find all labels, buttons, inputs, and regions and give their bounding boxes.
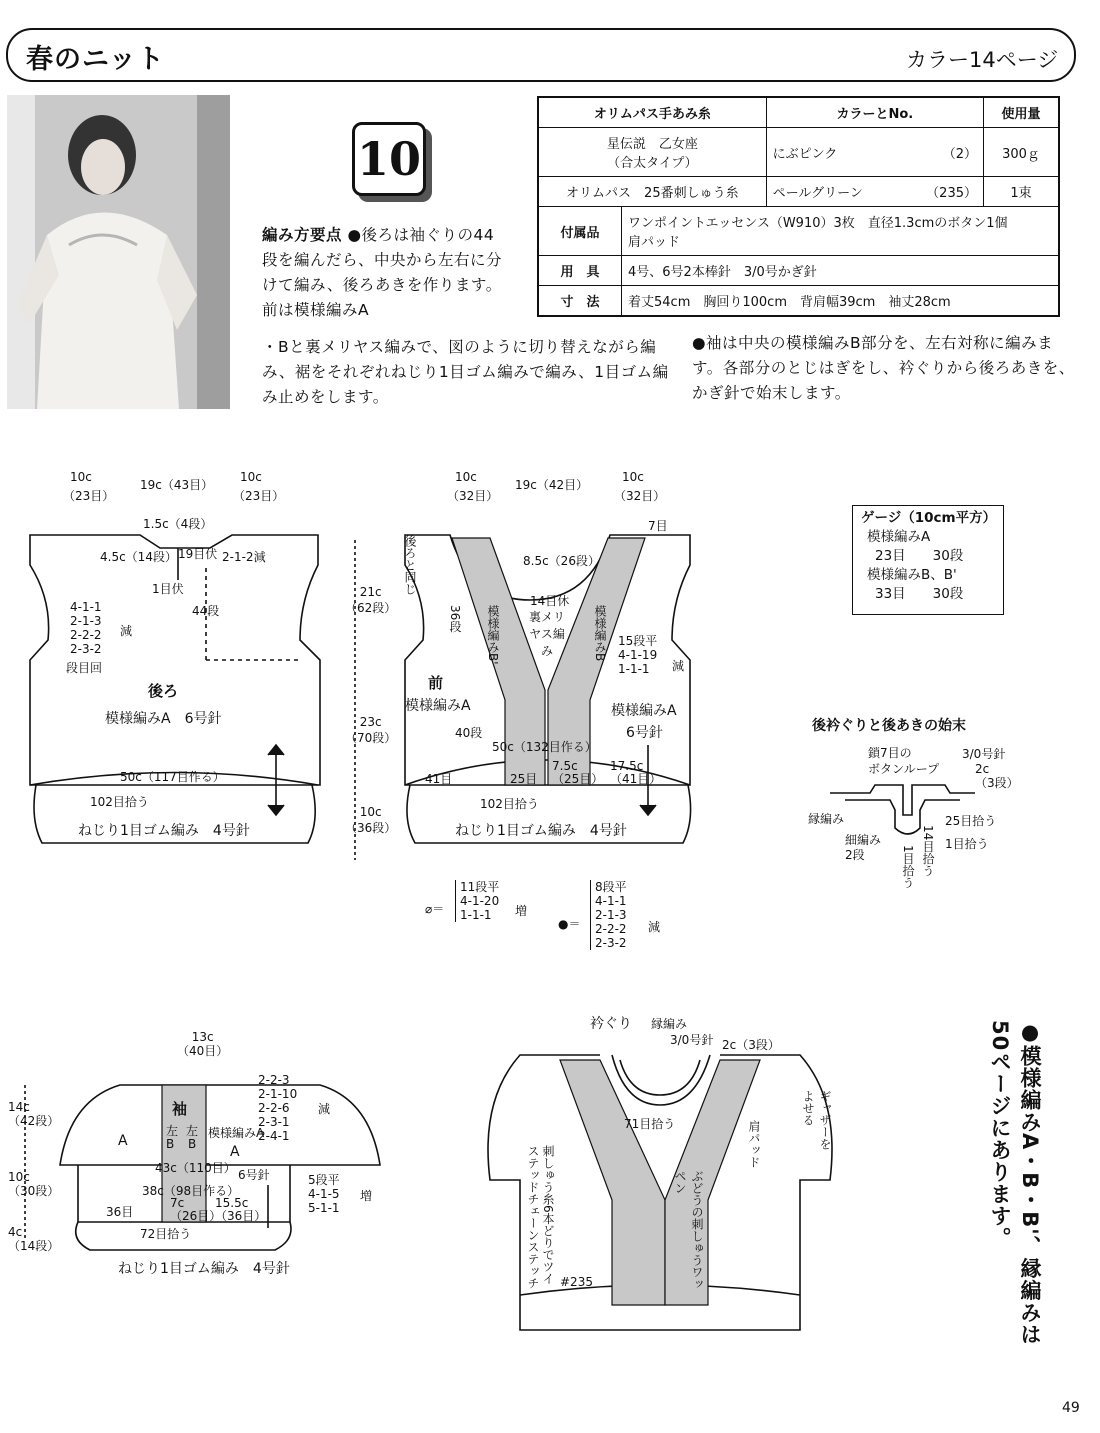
gauge-line: 23目 30段 bbox=[875, 548, 964, 564]
back-pick: 102目拾う bbox=[90, 795, 149, 809]
color-number: （2） bbox=[942, 146, 977, 162]
thin-line: 細編み bbox=[845, 833, 882, 847]
gauge-line: 模様編みA bbox=[867, 529, 931, 545]
finished-c2: 2c（3段） bbox=[722, 1038, 780, 1052]
sleeve-c36: 36目 bbox=[106, 1205, 134, 1219]
dec-step: 2-1-3 bbox=[70, 614, 102, 628]
sleeve-h3 bbox=[8, 1225, 59, 1253]
h-rows: （30段） bbox=[8, 1184, 60, 1198]
back-width: 50c（117目作る） bbox=[120, 770, 225, 784]
dec-step: 2-1-10 bbox=[258, 1087, 298, 1101]
formula-step: 2-2-2 bbox=[595, 922, 627, 936]
instructions-text: ●後ろは袖ぐりの44段を編んだら、中央から左右に分けて編み、後ろあきを作ります。前は模様編みA bbox=[262, 226, 503, 319]
c-value: 7.5c bbox=[552, 759, 578, 773]
h-rows: （42段） bbox=[8, 1114, 60, 1128]
h-value: 23c bbox=[359, 715, 382, 729]
dec-step: 2-3-2 bbox=[70, 642, 102, 656]
instructions-part3: ●袖は中央の模様編みB部分を、左右対称に編みます。各部分のとじはぎをし、衿ぐりから後ろあきを、かぎ針で始末します。 bbox=[692, 334, 1075, 402]
back-rows44: 44段 bbox=[192, 604, 220, 618]
back-top1: 1.5c（4段） bbox=[143, 517, 213, 531]
c-sts: （26目） bbox=[170, 1209, 222, 1223]
dec-step: 4-1-19 bbox=[618, 648, 658, 662]
pattern-number-badge: 10 bbox=[352, 122, 426, 196]
row-label: 寸 法 bbox=[538, 286, 622, 317]
sleeve-left: 左 bbox=[166, 1124, 179, 1138]
formula-b bbox=[590, 880, 627, 950]
sleeve-A1: A bbox=[118, 1133, 128, 1149]
finish-edge: 縁編み bbox=[808, 812, 845, 826]
accessory-line: 肩パッド bbox=[628, 235, 681, 250]
w-sts: （40目） bbox=[177, 1044, 229, 1058]
front-w3-sts: （32目） bbox=[614, 489, 666, 503]
front-patA: 模様編みA bbox=[405, 698, 471, 714]
sleeve-inc bbox=[308, 1173, 340, 1215]
sleeve-c155 bbox=[215, 1197, 266, 1223]
instructions-heading: 編み方要点 bbox=[262, 226, 343, 244]
sleeve-patB: 模様編みA bbox=[208, 1126, 265, 1140]
w-value: 13c bbox=[191, 1030, 214, 1044]
formula-step: 8段平 bbox=[595, 880, 627, 894]
sleeve-name: 袖 bbox=[172, 1100, 188, 1118]
h-rows: （70段） bbox=[345, 731, 397, 745]
front-patA2: 模様編みA bbox=[611, 703, 677, 719]
finish-title: 後衿ぐりと後あきの始末 bbox=[812, 718, 966, 734]
color-name: ペールグリーン bbox=[772, 186, 863, 201]
yarn-type: （合太タイプ） bbox=[607, 156, 698, 171]
front-same: 後ろと同じ bbox=[403, 535, 417, 595]
front-rib: ねじり1目ゴム編み 4号針 bbox=[455, 823, 627, 839]
sleeve-dec-label: 減 bbox=[318, 1102, 331, 1116]
loop-line: 鎖7目の bbox=[868, 746, 912, 760]
front-c41: 41目 bbox=[425, 772, 453, 786]
page-number: 49 bbox=[1062, 1400, 1080, 1416]
back-top5: 1目伏 bbox=[152, 582, 184, 596]
finish-p1b: 1目拾う bbox=[901, 845, 915, 889]
h-value: 10c bbox=[359, 805, 382, 819]
back-w1: 10c bbox=[70, 470, 92, 484]
back-w2: 19c（43目） bbox=[140, 478, 214, 492]
h-value: 14c bbox=[8, 1100, 30, 1114]
dec-step: 4-1-1 bbox=[70, 600, 102, 614]
back-w1-sts: （23目） bbox=[63, 489, 115, 503]
h-value: 4c bbox=[8, 1225, 23, 1239]
formula-b-symbol: ●＝ bbox=[558, 917, 581, 931]
finish-thin bbox=[845, 833, 881, 863]
sleeve-w38: 38c（98目作る） bbox=[142, 1184, 240, 1198]
color-number: （235） bbox=[926, 186, 977, 201]
row-value: 着丈54cm 胸回り100cm 背肩幅39cm 袖丈28cm bbox=[622, 286, 1060, 317]
amount-cell: 1束 bbox=[984, 177, 1060, 207]
dec-step: 2-2-3 bbox=[258, 1073, 290, 1087]
finish-p14: 14目拾う bbox=[921, 825, 935, 877]
back-name: 後ろ bbox=[148, 682, 179, 700]
back-w3-sts: （23目） bbox=[233, 489, 285, 503]
back-w3: 10c bbox=[240, 470, 262, 484]
front-center: 14目休 bbox=[530, 594, 570, 608]
front-pick: 102目拾う bbox=[480, 797, 539, 811]
finished-neck: 衿ぐり bbox=[590, 1016, 632, 1032]
thin-line: 2段 bbox=[845, 848, 865, 862]
h-rows: （62段） bbox=[345, 601, 397, 615]
sleeve-B: B bbox=[166, 1137, 175, 1151]
c-value: 2c bbox=[975, 762, 990, 776]
inc-step: 4-1-5 bbox=[308, 1187, 340, 1201]
inc-step: 5-1-1 bbox=[308, 1201, 340, 1215]
front-w3: 10c bbox=[622, 470, 644, 484]
color-name: にぶピンク bbox=[772, 146, 838, 162]
front-r36: 36段 bbox=[448, 605, 462, 633]
sleeve-pick: 72目拾う bbox=[140, 1227, 192, 1241]
finished-emb: 刺しゅう糸6本どりでツイステッドチェーンステッチ bbox=[526, 1145, 555, 1289]
sleeve-inc-label: 増 bbox=[360, 1189, 373, 1203]
h-value: 10c bbox=[8, 1170, 30, 1184]
front-needle: 6号針 bbox=[626, 725, 663, 741]
color-page-reference: カラー14ページ bbox=[906, 48, 1059, 72]
inc-step: 5段平 bbox=[308, 1173, 340, 1187]
instructions-part2: ・Bと裏メリヤス編みで、図のように切り替えながら編み、裾をそれぞれねじり1目ゴム編みで編み、1目ゴム編み止めをします。 bbox=[262, 338, 669, 406]
formula-step: 4-1-20 bbox=[460, 894, 500, 908]
sleeve-needle: 6号針 bbox=[238, 1168, 270, 1182]
front-h1 bbox=[345, 585, 396, 616]
front-c75 bbox=[552, 760, 603, 786]
formula-step: 2-3-2 bbox=[595, 936, 627, 950]
finish-c2 bbox=[975, 762, 1019, 790]
formula-step: 11段平 bbox=[460, 880, 500, 894]
row-label: 付属品 bbox=[538, 207, 622, 256]
h-rows: （36段） bbox=[345, 821, 397, 835]
c-value: 7c bbox=[170, 1196, 185, 1210]
c-sts: （25目） bbox=[552, 772, 604, 786]
front-c175 bbox=[610, 760, 661, 786]
yarn-name: 星伝説 乙女座 bbox=[606, 137, 698, 152]
c-value: 17.5c bbox=[610, 759, 644, 773]
finished-pick: 71目拾う bbox=[624, 1117, 676, 1131]
finished-no: #235 bbox=[560, 1275, 593, 1289]
front-h3 bbox=[345, 805, 396, 836]
sleeve-h2 bbox=[8, 1170, 59, 1198]
c-rows: （3段） bbox=[975, 776, 1019, 790]
gauge-line: 33目 30段 bbox=[875, 586, 964, 602]
accessory-line: ワンポイントエッセンス（W910）3枚 直径1.3cmのボタン1個 bbox=[628, 216, 1008, 231]
front-patB1: 模様編みB' bbox=[486, 605, 500, 665]
back-rib: ねじり1目ゴム編み 4号針 bbox=[78, 823, 250, 839]
dec-step: 2-4-1 bbox=[258, 1129, 290, 1143]
row-value: 4号、6号2本棒針 3/0号かぎ針 bbox=[622, 256, 1060, 286]
finished-pad: 肩パッド bbox=[747, 1120, 761, 1168]
finished-grape: ぶどうの刺しゅうワッペン bbox=[673, 1170, 704, 1290]
formula-step: 1-1-1 bbox=[460, 908, 492, 922]
back-top2: 4.5c（14段） bbox=[100, 550, 177, 564]
formula-step: 4-1-1 bbox=[595, 894, 627, 908]
yarn-cell: オリムパス 25番刺しゅう糸 bbox=[538, 177, 766, 207]
gauge-line: 模様編みB、B' bbox=[867, 567, 957, 583]
dec-step: 2-3-1 bbox=[258, 1115, 290, 1129]
formula-a-symbol: ⌀＝ bbox=[425, 902, 445, 916]
header-yarn: オリムパス手あみ糸 bbox=[538, 97, 766, 128]
page-title: 春のニット bbox=[26, 44, 165, 75]
c-sts: （36目） bbox=[215, 1209, 267, 1223]
h-value: 21c bbox=[359, 585, 382, 599]
finish-p1: 1目拾う bbox=[945, 837, 989, 851]
finished-hook: 3/0号針 bbox=[670, 1033, 714, 1047]
sleeve-w43: 43c（110目） bbox=[155, 1161, 236, 1175]
amount-cell: 300ｇ bbox=[984, 128, 1060, 177]
sleeve-left2: 左 bbox=[186, 1124, 199, 1138]
back-dec-list bbox=[70, 600, 102, 656]
sleeve-h1 bbox=[8, 1100, 59, 1128]
finished-edge: 縁編み bbox=[651, 1017, 688, 1031]
back-pattern: 模様編みA 6号針 bbox=[105, 711, 222, 727]
sleeve-width bbox=[177, 1030, 228, 1058]
sleeve-A2: A bbox=[230, 1144, 240, 1160]
pattern-reference-note: ●模様編みA・B・B'、縁編みは50ページにあります。 bbox=[988, 1020, 1042, 1346]
front-neck: 8.5c（26段） bbox=[523, 554, 600, 568]
sleeve-Bp: B bbox=[188, 1137, 197, 1151]
finished-gather: ギャザーをよせる bbox=[801, 1090, 832, 1150]
front-rev: 裏メリヤス編み bbox=[528, 610, 565, 658]
back-dec-label: 減 bbox=[120, 624, 133, 638]
dec-step: 1-1-1 bbox=[618, 662, 650, 676]
finish-p25: 25目拾う bbox=[945, 814, 997, 828]
back-top4: 2-1-2減 bbox=[222, 550, 266, 564]
header-color: カラーとNo. bbox=[766, 97, 983, 128]
dec-step: 2-2-6 bbox=[258, 1101, 290, 1115]
front-r40: 40段 bbox=[455, 726, 483, 740]
formula-step: 2-1-3 bbox=[595, 908, 627, 922]
formula-a-label: 増 bbox=[515, 904, 528, 918]
front-name: 前 bbox=[428, 674, 444, 692]
front-c25: 25目 bbox=[510, 772, 538, 786]
front-w1-sts: （32目） bbox=[447, 489, 499, 503]
loop-line: ボタンループ bbox=[868, 762, 940, 776]
finish-hook: 3/0号針 bbox=[962, 747, 1006, 761]
front-h2 bbox=[345, 715, 396, 746]
back-top3: 19目伏 bbox=[178, 547, 218, 561]
c-sts: （41目） bbox=[610, 772, 662, 786]
c-value: 15.5c bbox=[215, 1196, 249, 1210]
finish-loop bbox=[868, 745, 939, 777]
sleeve-rib: ねじり1目ゴム編み 4号針 bbox=[118, 1261, 290, 1277]
sleeve-c7 bbox=[170, 1197, 221, 1223]
dec-step: 15段平 bbox=[618, 634, 658, 648]
back-dec-note: 段目回 bbox=[66, 661, 103, 675]
front-s7: 7目 bbox=[648, 519, 668, 533]
h-rows: （14段） bbox=[8, 1239, 60, 1253]
front-w1: 10c bbox=[455, 470, 477, 484]
front-w2: 19c（42目） bbox=[515, 478, 589, 492]
header-amount: 使用量 bbox=[984, 97, 1060, 128]
finished-band-left bbox=[560, 1060, 665, 1305]
front-width: 50c（132目作る） bbox=[492, 740, 597, 754]
formula-b-label: 減 bbox=[648, 920, 661, 934]
front-dec bbox=[618, 634, 657, 676]
row-label: 用 具 bbox=[538, 256, 622, 286]
formula-a bbox=[455, 880, 499, 922]
gauge-title: ゲージ（10cm平方） bbox=[861, 510, 997, 526]
dec-step: 2-2-2 bbox=[70, 628, 102, 642]
front-patB2: 模様編みB bbox=[593, 605, 607, 662]
front-dec-label: 減 bbox=[672, 659, 685, 673]
